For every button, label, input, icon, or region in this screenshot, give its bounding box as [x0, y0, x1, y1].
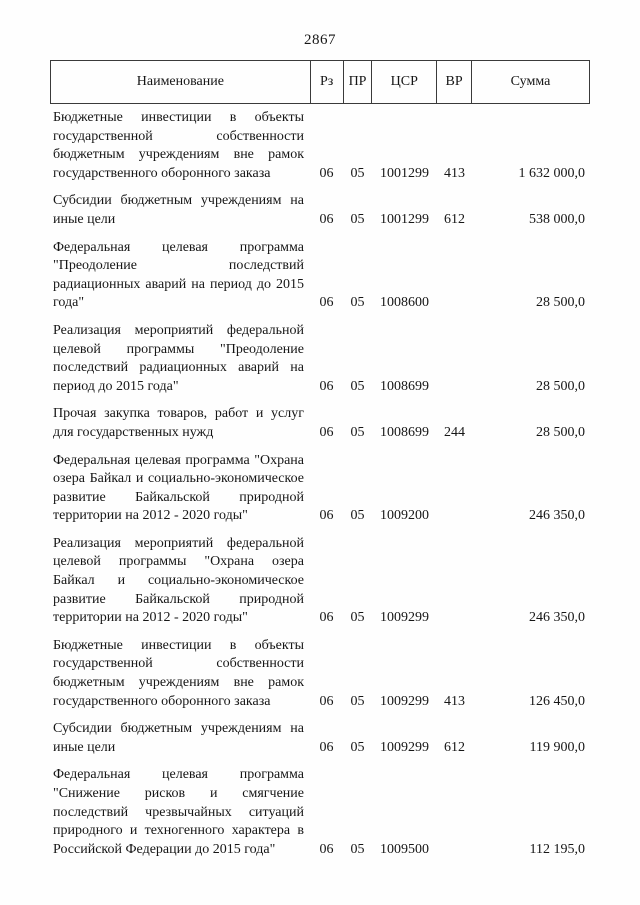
cell-summa: 28 500,0 [536, 378, 585, 394]
table-row [50, 192, 590, 229]
cell-rz: 06 [319, 211, 334, 227]
cell-rz: 06 [319, 295, 334, 311]
cell-csr: 1009299 [380, 739, 429, 755]
budget-table [50, 60, 590, 859]
cell-rz: 06 [319, 424, 334, 440]
cell-pr: 05 [350, 378, 365, 394]
cell-rz: 06 [319, 693, 334, 709]
table-row [50, 405, 590, 442]
cell-summa: 28 500,0 [536, 424, 585, 440]
cell-name: Реализация мероприятий федеральной целевой программы "Преодоление последствий радиационных аварий на период до 2015 года" [53, 322, 304, 394]
table-row [50, 637, 590, 711]
cell-rz: 06 [319, 378, 334, 394]
cell-csr: 1009200 [380, 508, 429, 524]
cell-pr: 05 [350, 739, 365, 755]
cell-pr: 05 [350, 508, 365, 524]
cell-pr: 05 [350, 841, 365, 857]
table-row [50, 452, 590, 526]
cell-pr: 05 [350, 424, 365, 440]
cell-pr: 05 [350, 295, 365, 311]
cell-summa: 246 350,0 [529, 610, 585, 626]
header-name: Наименование [136, 74, 224, 89]
cell-name: Субсидии бюджетным учреждениям на иные цели [53, 721, 304, 755]
cell-csr: 1008600 [380, 295, 429, 311]
cell-name: Реализация мероприятий федеральной целевой программы "Охрана озера Байкал и социально-экономическое развитие Байкальской природной территории на 2012 - 2020 годы" [53, 535, 304, 626]
table-row [50, 720, 590, 757]
cell-name: Федеральная целевая программа "Охрана озера Байкал и социально-экономическое развитие Байкальской природной территории на 2012 - 2020 годы" [53, 452, 304, 524]
cell-name: Федеральная целевая программа "Снижение рисков и смягчение последствий чрезвычайных ситуаций природного и техногенного характера в Российской Федерации до 2015 года" [53, 767, 304, 857]
cell-csr: 1009299 [380, 693, 429, 709]
cell-summa: 1 632 000,0 [518, 165, 585, 181]
cell-summa: 246 350,0 [529, 508, 585, 524]
cell-vr: 612 [444, 739, 465, 755]
table-header-row [50, 60, 590, 104]
cell-pr: 05 [350, 610, 365, 626]
cell-rz: 06 [319, 739, 334, 755]
cell-csr: 1009299 [380, 610, 429, 626]
cell-rz: 06 [319, 508, 334, 524]
table-row [50, 109, 590, 183]
cell-summa: 538 000,0 [529, 211, 585, 227]
page-number: 2867 [304, 32, 336, 48]
cell-rz: 06 [319, 610, 334, 626]
cell-summa: 119 900,0 [529, 739, 585, 755]
header-pr: ПР [343, 61, 372, 103]
table-row [50, 239, 590, 313]
cell-vr: 244 [444, 424, 465, 440]
table-row [50, 766, 590, 859]
cell-name: Прочая закупка товаров, работ и услуг для государственных нужд [53, 406, 304, 440]
table-row [50, 322, 590, 396]
cell-vr: 413 [444, 165, 465, 181]
cell-rz: 06 [319, 165, 334, 181]
cell-pr: 05 [350, 211, 365, 227]
cell-rz: 06 [319, 841, 334, 857]
cell-pr: 05 [350, 165, 365, 181]
cell-vr: 612 [444, 211, 465, 227]
cell-csr: 1009500 [380, 841, 429, 857]
cell-pr: 05 [350, 693, 365, 709]
cell-name: Бюджетные инвестиции в объекты государственной собственности бюджетным учреждениям вне рамок государственного оборонного заказа [53, 637, 304, 709]
cell-csr: 1001299 [380, 211, 429, 227]
header-vr: ВР [436, 61, 471, 103]
cell-summa: 112 195,0 [529, 841, 585, 857]
cell-summa: 28 500,0 [536, 295, 585, 311]
cell-name: Субсидии бюджетным учреждениям на иные цели [53, 193, 304, 227]
cell-summa: 126 450,0 [529, 693, 585, 709]
cell-csr: 1008699 [380, 424, 429, 440]
header-rz: Рз [310, 61, 343, 103]
cell-name: Федеральная целевая программа "Преодоление последствий радиационных аварий на период до 2015 года" [53, 239, 304, 311]
cell-csr: 1008699 [380, 378, 429, 394]
table-body [50, 109, 590, 859]
cell-vr: 413 [444, 693, 465, 709]
cell-name: Бюджетные инвестиции в объекты государственной собственности бюджетным учреждениям вне рамок государственного оборонного заказа [53, 110, 304, 181]
header-summa: Сумма [471, 61, 589, 103]
table-row [50, 535, 590, 628]
header-csr: ЦСР [371, 61, 436, 103]
cell-csr: 1001299 [380, 165, 429, 181]
